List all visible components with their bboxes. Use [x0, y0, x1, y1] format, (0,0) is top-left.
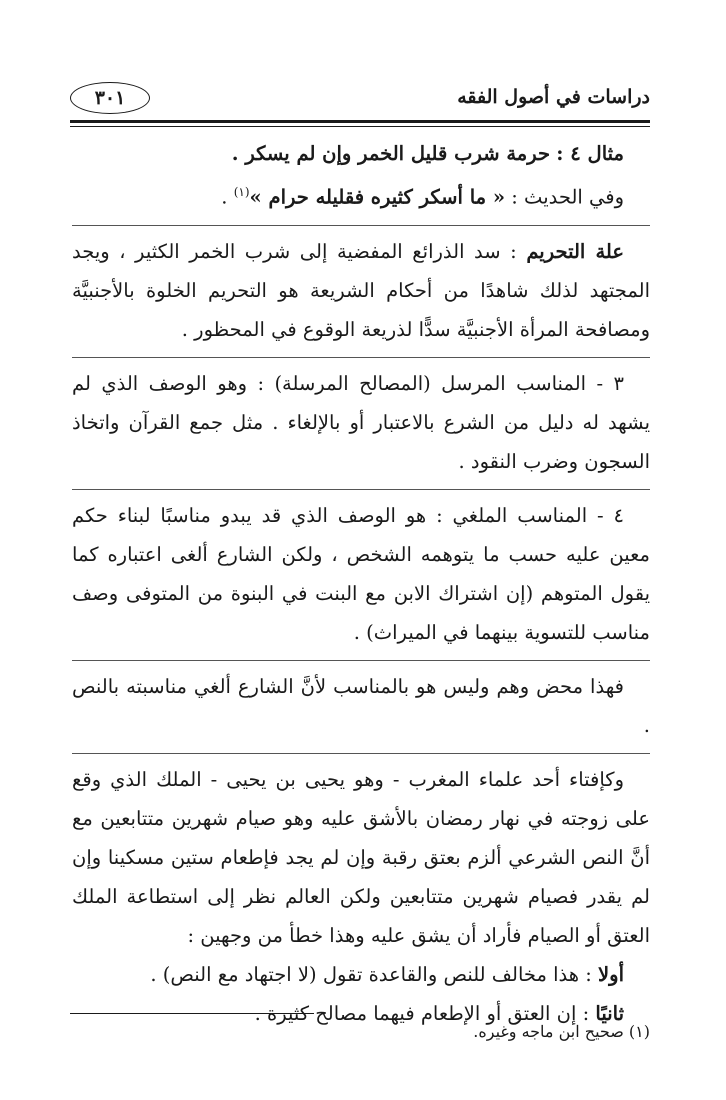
header-rule-thin: [70, 126, 650, 127]
paragraph-5: فهذا محض وهم وليس هو بالمناسب لأنَّ الشارع ألغي مناسبته بالنص .: [72, 674, 650, 737]
section-separator: [72, 225, 650, 226]
hadith-line: [72, 173, 650, 217]
page-body: [72, 134, 650, 1033]
illa-paragraph: [72, 232, 650, 349]
hadith-end: .: [221, 185, 228, 209]
hadith-intro: وفي الحديث :: [511, 185, 624, 209]
example-text: حرمة شرب قليل الخمر وإن لم يسكر .: [231, 142, 551, 165]
paragraph-4: ٤ - المناسب الملغي : هو الوصف الذي قد يبدو مناسبًا لبناء حكم معين عليه حسب ما يتوهمه الشخص ، ولكن الشارع ألغى اعتباره كما يقول المتوهم (إن اشتراك الابن مع البنت في البنوة من المتوفى وصف مناسب للتسوية بينهما في الميراث) .: [72, 503, 650, 644]
header-rule: [70, 120, 650, 123]
illa-label: علة التحريم: [526, 239, 624, 263]
example-label: مثال ٤ :: [556, 142, 624, 165]
footnote-ref: (١): [233, 185, 250, 199]
first-text: : هذا مخالف للنص والقاعدة تقول (لا اجتهاد مع النص) .: [150, 962, 592, 986]
page-header: [70, 80, 650, 118]
footnote-rule: [70, 1013, 314, 1014]
illa-text: : سد الذرائع المفضية إلى شرب الخمر الكثير ، ويجد المجتهد لذلك شاهدًا من أحكام الشريعة هو التحريم الخلوة بالأجنبيَّة ومصافحة المرأة الأجنبيَّة سدًّا لذريعة الوقوع في المحظور .: [72, 239, 650, 341]
paragraph-3: ٣ - المناسب المرسل (المصالح المرسلة) : وهو الوصف الذي لم يشهد له دليل من الشرع بالاعتبار أو بالإلغاء . مثل جمع القرآن واتخاذ السجون وضرب النقود .: [72, 371, 650, 473]
second-text: : إن العتق أو الإطعام فيهما مصالح كثيرة .: [254, 1001, 590, 1025]
paragraph-6: وكإفتاء أحد علماء المغرب - وهو يحيى بن يحيى - الملك الذي وقع على زوجته في نهار رمضان بالأشق عليه وهو صيام شهرين متتابعين مع أنَّ النص الشرعي ألزم بعتق رقبة وإن لم يجد فإطعام ستين مسكينا وإن لم يقدر فصيام شهرين متتابعين ولكن العالم نظر إلى استطاعة الملك العتق أو الصيام فأراد أن يشق عليه وهذا خطأ من وجهين :: [72, 767, 650, 947]
hadith-text: « ما أسكر كثيره فقليله حرام »: [249, 185, 506, 209]
section-separator: [72, 660, 650, 661]
example-line: [72, 134, 650, 173]
second-label: ثانيًا: [595, 1001, 624, 1025]
section-separator: [72, 753, 650, 754]
footnote: (١) صحيح ابن ماجه وغيره.: [473, 1022, 650, 1041]
first-point: [72, 955, 650, 994]
first-label: أولا: [598, 962, 624, 986]
running-title: دراسات في أصول الفقه: [457, 86, 650, 108]
section-separator: [72, 357, 650, 358]
page-number: ٣٠١: [70, 82, 150, 114]
section-separator: [72, 489, 650, 490]
